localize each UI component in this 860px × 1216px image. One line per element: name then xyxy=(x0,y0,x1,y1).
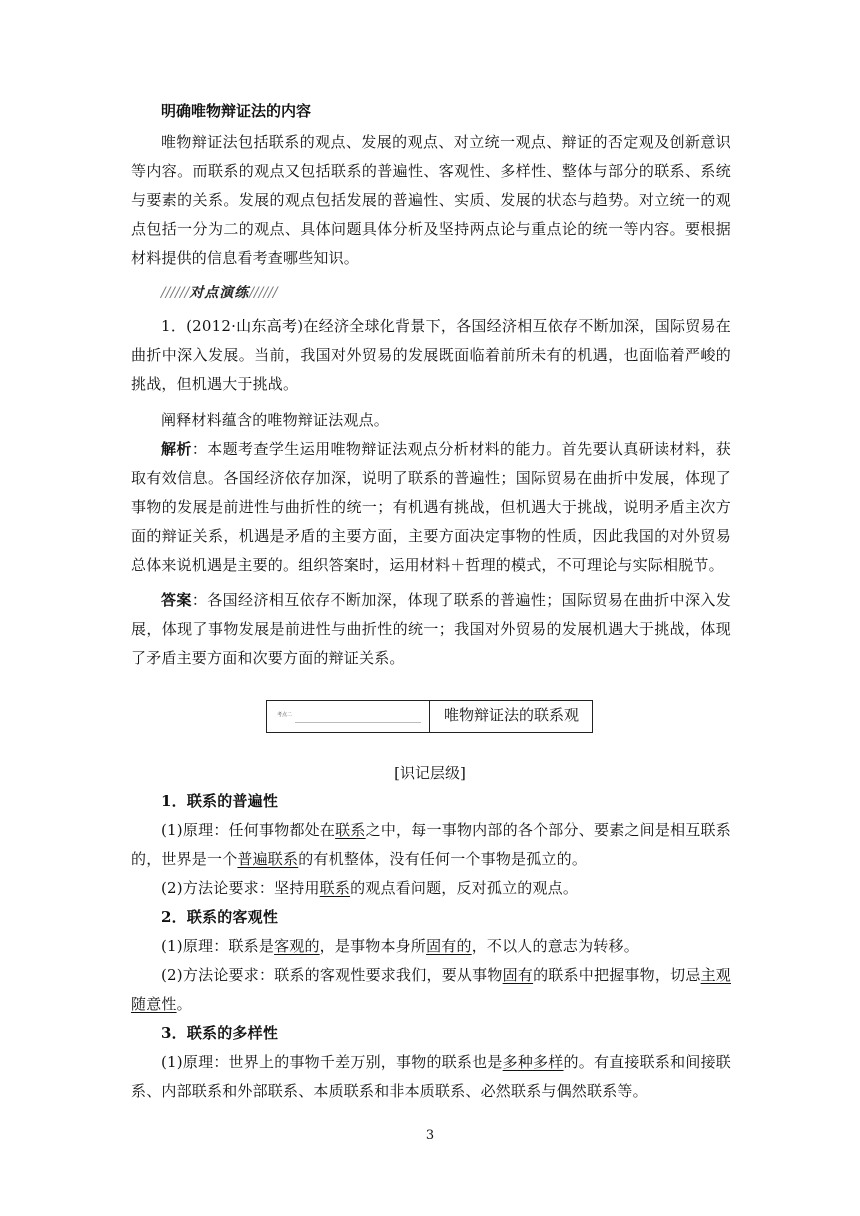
s2-p1-underline-1: 客观的 xyxy=(274,937,320,955)
s1-p2-underline: 联系 xyxy=(319,879,351,897)
s3-title: 3．联系的多样性 xyxy=(161,1024,279,1042)
s3-p1-text-a: (1)原理：世界上的事物千差万别，事物的联系也是 xyxy=(161,1053,503,1071)
analysis-text: ：本题考查学生运用唯物辩证法观点分析材料的能力。首先要认真研读材料，获取有效信息。各国经济依存加深，说明了联系的普遍性；国际贸易在曲折中发展，体现了事物的发展是前进性与曲折性的统一；有机遇有挑战，但机遇大于挑战，说明矛盾主次方面的辩证关系，机遇是矛盾的主要方面，主要方面决定事物的性质，因此我国的对外贸易总体来说机遇是主要的。组织答案时，运用材料＋哲理的模式，不可理论与实际相脱节。 xyxy=(131,440,731,574)
practice-banner xyxy=(161,282,278,302)
s3-p1-underline: 多种多样 xyxy=(502,1053,564,1071)
s1-p1-underline-1: 联系 xyxy=(335,821,366,839)
s2-p1-text-b: ，是事物本身所 xyxy=(319,937,427,955)
page-number: 3 xyxy=(425,1128,435,1143)
s1-title: 1．联系的普遍性 xyxy=(161,792,279,810)
s1-p1-underline-2: 普遍联系 xyxy=(237,850,299,868)
analysis-label: 解析 xyxy=(161,440,192,458)
s2-p1-text-c: ，不以人的意志为转移。 xyxy=(471,937,639,955)
answer-label: 答案 xyxy=(161,591,192,609)
s2-principle xyxy=(131,932,731,961)
topic-small-label: 考点二 xyxy=(277,712,293,718)
section-heading: 明确唯物辩证法的内容 xyxy=(161,102,312,120)
question-number: 1． xyxy=(161,317,187,335)
topic-box-rule xyxy=(295,722,421,723)
answer-paragraph xyxy=(131,586,731,673)
question-prompt: 阐释材料蕴含的唯物辩证法观点。 xyxy=(161,411,390,429)
banner-label: 对点演练 xyxy=(189,285,250,301)
s2-p1-underline-2: 固有的 xyxy=(426,937,472,955)
s1-p2-text-b: 的观点看问题，反对孤立的观点。 xyxy=(350,879,579,897)
s2-p2-text-a: (2)方法论要求：联系的客观性要求我们，要从事物 xyxy=(161,966,503,984)
question-1 xyxy=(131,312,731,399)
question-source-suffix: ) xyxy=(297,317,304,335)
banner-slashes-right: ////// xyxy=(249,285,278,301)
s1-p1-text-b: 之中，每一事物内部的各个部分、要素之间是相互联系的，世界是一个 xyxy=(131,821,731,868)
s2-title: 2．联系的客观性 xyxy=(161,908,279,926)
s1-p1-text-c: 的有机整体，没有任何一个事物是孤立的。 xyxy=(298,850,588,868)
s2-p1-text-a: (1)原理：联系是 xyxy=(161,937,275,955)
s2-p2-text-c: 。 xyxy=(176,995,192,1013)
s1-method xyxy=(131,874,731,903)
topic-box xyxy=(266,700,593,733)
topic-title: 唯物辩证法的联系观 xyxy=(444,706,580,724)
banner-slashes-left: ////// xyxy=(161,285,190,301)
s2-p2-text-b: 的联系中把握事物，切忌 xyxy=(533,966,701,984)
s3-p1-text-b: 的。有直接联系和间接联系、内部联系和外部联系、本质联系和非本质联系、必然联系与偶然联系等。 xyxy=(131,1053,731,1100)
s1-principle xyxy=(131,816,731,874)
question-source-name: 山东高考 xyxy=(236,317,298,335)
s2-p2-underline-1: 固有 xyxy=(502,966,534,984)
intro-paragraph: 唯物辩证法包括联系的观点、发展的观点、对立统一观点、辩证的否定观及创新意识等内容。而联系的观点又包括联系的普遍性、客观性、多样性、整体与部分的联系、系统与要素的关系。发展的观点包括发展的普遍性、实质、发展的状态与趋势。对立统一的观点包括一分为二的观点、具体问题具体分析及坚持两点论与重点论的统一等内容。要根据材料提供的信息看考查哪些知识。 xyxy=(131,133,731,267)
s2-method xyxy=(131,961,731,1019)
question-text: 在经济全球化背景下，各国经济相互依存不断加深，国际贸易在曲折中深入发展。当前，我国对外贸易的发展既面临着前所未有的机遇，也面临着严峻的挑战，但机遇大于挑战。 xyxy=(131,317,731,393)
analysis-paragraph xyxy=(131,435,731,580)
s2-p2-underline-2: 主观随意性 xyxy=(131,966,731,1013)
answer-text: ：各国经济相互依存不断加深，体现了联系的普遍性；国际贸易在曲折中深入发展，体现了事物发展是前进性与曲折性的统一；我国对外贸易的发展机遇大于挑战，体现了矛盾主要方面和次要方面的辩证关系。 xyxy=(131,591,731,667)
topic-box-left xyxy=(267,701,430,732)
s1-p1-text-a: (1)原理：任何事物都处在 xyxy=(161,821,336,839)
s1-p2-text-a: (2)方法论要求：坚持用 xyxy=(161,879,320,897)
s3-principle xyxy=(131,1048,731,1106)
level-label: [识记层级] xyxy=(394,764,466,782)
question-source-prefix: (2012· xyxy=(186,317,237,335)
